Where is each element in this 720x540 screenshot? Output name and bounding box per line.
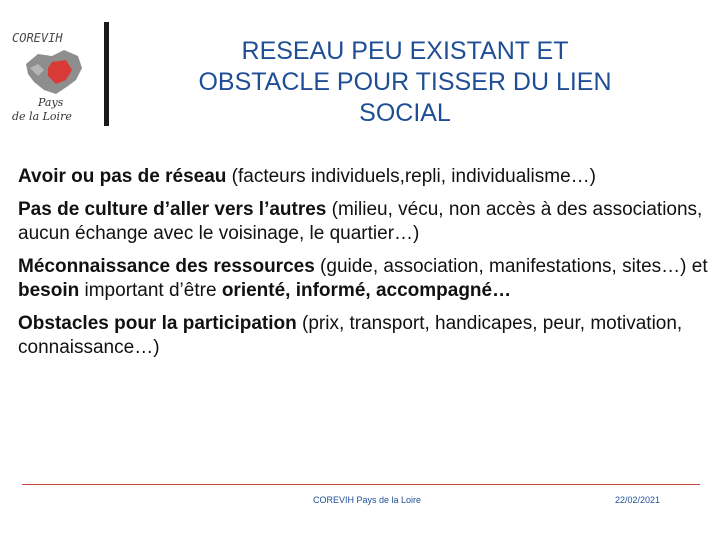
bullet-meconnaissance-bold: Méconnaissance des ressources: [18, 256, 315, 277]
footer-org: COREVIH Pays de la Loire: [313, 495, 422, 505]
bullet-reseau-bold: Avoir ou pas de réseau: [18, 166, 227, 187]
bullet-meconnaissance-text-2: important d’être: [79, 280, 222, 301]
footer-divider: [22, 484, 700, 485]
bullet-culture-text: (milieu, vécu, non accès à des associations, aucun échange avec le voisinage, le quartier…): [18, 199, 703, 244]
bullet-obstacles-bold: Obstacles pour la participation: [18, 313, 297, 334]
title-line-1: RESEAU PEU EXISTANT ET: [241, 37, 569, 65]
logo-divider: [104, 22, 109, 126]
corevih-logo-graphic: [8, 24, 100, 124]
bullet-reseau-text: (facteurs individuels,repli, individualisme…): [226, 166, 596, 187]
bullet-obstacles-text: (prix, transport, handicapes, peur, motivation, connaissance…): [18, 313, 683, 358]
logo-top-text: COREVIH: [12, 31, 63, 45]
bullet-meconnaissance-bold-2: besoin: [18, 280, 80, 301]
slide-title: [150, 36, 660, 129]
bullet-reseau: [18, 165, 708, 189]
bullet-meconnaissance-bold-3: orienté, informé, accompagné…: [221, 280, 512, 301]
bullet-culture-bold: Pas de culture d’aller vers l’autres: [18, 199, 327, 220]
bullet-obstacles: [18, 312, 708, 360]
bullet-meconnaissance-text: (guide, association, manifestations, sites…) et: [314, 256, 708, 277]
logo-line1: Pays: [38, 96, 64, 109]
logo-line2: de la Loire: [12, 110, 72, 123]
slide-body: [18, 165, 708, 369]
title-line-3: SOCIAL: [359, 99, 451, 127]
title-line-2: OBSTACLE POUR TISSER DU LIEN: [198, 68, 612, 96]
bullet-meconnaissance: [18, 255, 708, 303]
bullet-culture: [18, 198, 708, 246]
footer-date: 22/02/2021: [615, 495, 661, 505]
corevih-logo: [8, 24, 100, 124]
